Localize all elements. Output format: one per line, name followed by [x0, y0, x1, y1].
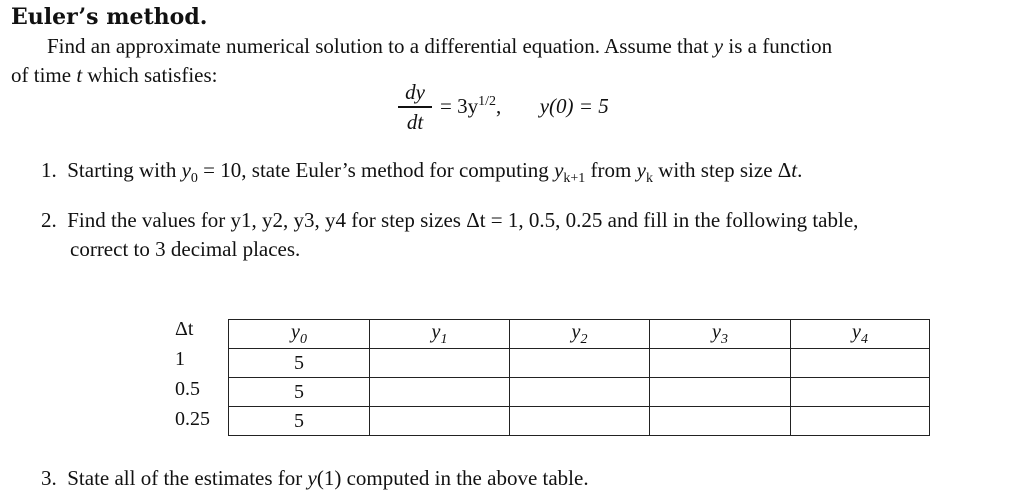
step-size-1: 1 [175, 348, 185, 370]
item-2: 2. Find the values for y1, y2, y3, y4 for step sizes Δt = 1, 0.5, 0.25 and fill in the following table, [41, 208, 859, 232]
item-3: 3. State all of the estimates for y(1) computed in the above table. [41, 466, 589, 490]
derivative-fraction [398, 80, 432, 135]
table-cell [370, 407, 510, 436]
table-cell [791, 407, 930, 436]
table-cell [510, 407, 650, 436]
table-cell [650, 407, 791, 436]
intro-line-2: of time t which satisfies: [11, 63, 218, 87]
item-2-continued: correct to 3 decimal places. [70, 237, 301, 261]
step-size-header: Δt [175, 318, 194, 340]
header-y1: $y_1$ [370, 320, 510, 349]
differential-equation: = $3y^{1/2}$, y(0) = 5 [440, 94, 609, 118]
euler-values-table [228, 319, 930, 436]
item-1: 1. Starting with $y_0 = 10$, state Euler’s method for computing $y_{k+1}$ from $y_k$ with step size Δt. [41, 158, 803, 187]
table-cell [650, 378, 791, 407]
table-cell [370, 378, 510, 407]
fraction-bar [398, 106, 432, 108]
header-y3: $y_3$ [650, 320, 791, 349]
table-cell [370, 349, 510, 378]
table-row [229, 349, 930, 378]
header-y0: $y_0$ [229, 320, 370, 349]
table-header-row [229, 320, 930, 349]
initial-condition: y(0) = 5 [539, 94, 609, 118]
intro-line-1: Find an approximate numerical solution to a differential equation. Assume that y is a function [47, 34, 833, 58]
table-cell [510, 378, 650, 407]
section-heading: Euler’s method. [11, 4, 208, 30]
fraction-numerator: dy [405, 80, 425, 104]
table-cell: 5 [229, 378, 370, 407]
table-cell: 5 [229, 349, 370, 378]
table-row [229, 407, 930, 436]
table-cell [650, 349, 791, 378]
table-cell [510, 349, 650, 378]
table-row [229, 378, 930, 407]
table-cell [791, 378, 930, 407]
table-cell: 5 [229, 407, 370, 436]
table-cell [791, 349, 930, 378]
fraction-denominator: dt [406, 109, 424, 134]
header-y2: $y_2$ [510, 320, 650, 349]
header-y4: $y_4$ [791, 320, 930, 349]
step-size-2: 0.5 [175, 378, 200, 400]
step-size-3: 0.25 [175, 408, 210, 430]
